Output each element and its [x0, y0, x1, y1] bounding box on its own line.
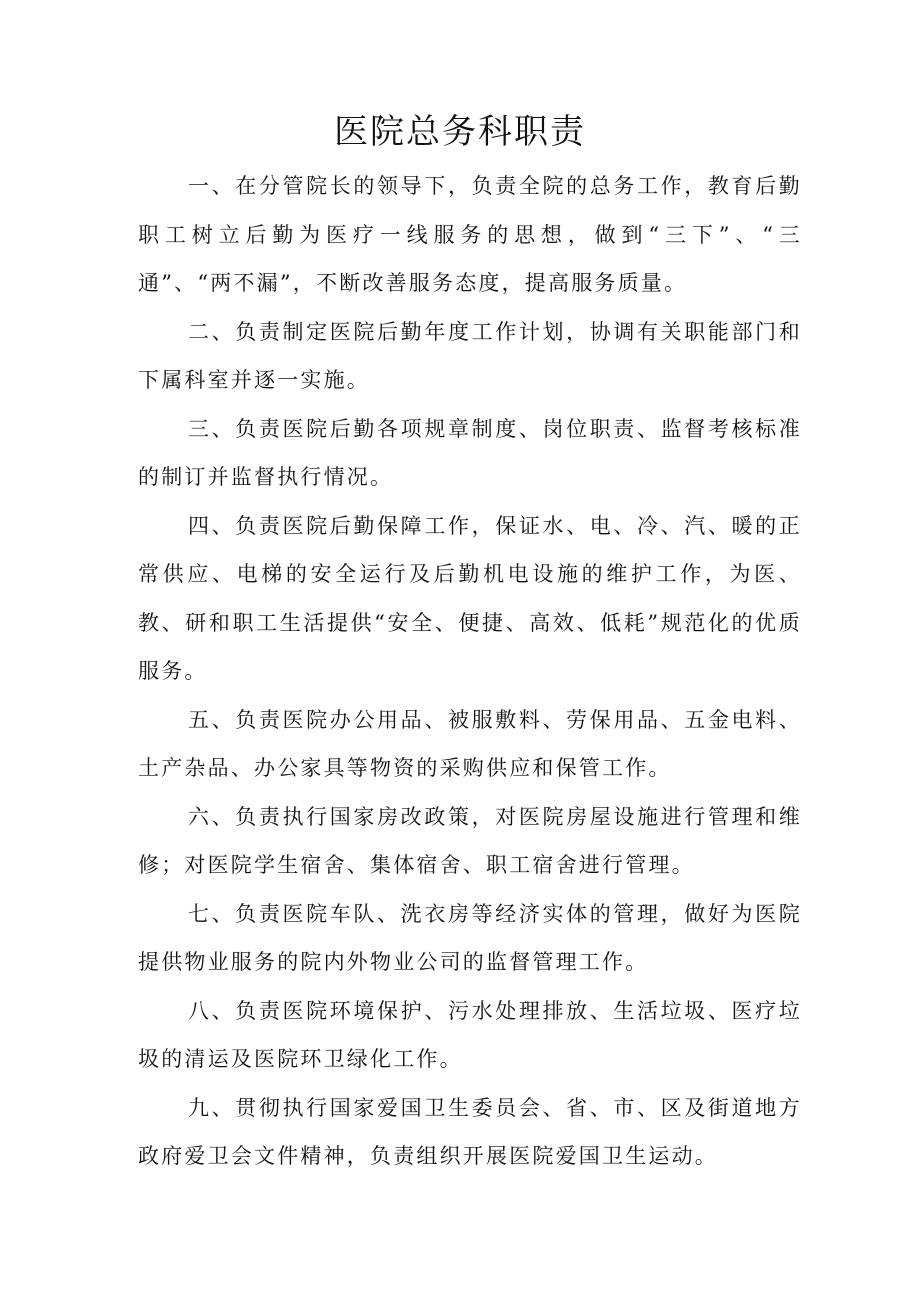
duty-paragraph-1: 一、在分管院长的领导下，负责全院的总务工作，教育后勤职工树立后勤为医疗一线服务的思想，做到“三下”、“三通”、“两不漏”，不断改善服务态度，提高服务质量。 [138, 174, 802, 295]
page-title: 医院总务科职责 [334, 112, 586, 152]
duty-paragraph-4: 四、负责医院后勤保障工作，保证水、电、冷、汽、暖的正常供应、电梯的安全运行及后勤机电设施的维护工作，为医、教、研和职工生活提供“安全、便捷、高效、低耗”规范化的优质服务。 [138, 513, 802, 683]
duty-paragraph-5: 五、负责医院办公用品、被服敷料、劳保用品、五金电料、土产杂品、办公家具等物资的采购供应和保管工作。 [138, 707, 802, 780]
duty-paragraph-6: 六、负责执行国家房改政策，对医院房屋设施进行管理和维修；对医院学生宿舍、集体宿舍、职工宿舍进行管理。 [138, 804, 802, 877]
duty-paragraph-8: 八、负责医院环境保护、污水处理排放、生活垃圾、医疗垃圾的清运及医院环卫绿化工作。 [138, 998, 802, 1071]
duty-paragraph-2: 二、负责制定医院后勤年度工作计划，协调有关职能部门和下属科室并逐一实施。 [138, 319, 802, 392]
document-body [138, 162, 802, 1181]
duty-paragraph-3: 三、负责医院后勤各项规章制度、岗位职责、监督考核标准的制订并监督执行情况。 [138, 416, 802, 489]
duty-paragraph-9: 九、贯彻执行国家爱国卫生委员会、省、市、区及街道地方政府爱卫会文件精神，负责组织开展医院爱国卫生运动。 [138, 1095, 802, 1168]
duty-paragraph-7: 七、负责医院车队、洗衣房等经济实体的管理，做好为医院提供物业服务的院内外物业公司的监督管理工作。 [138, 901, 802, 974]
